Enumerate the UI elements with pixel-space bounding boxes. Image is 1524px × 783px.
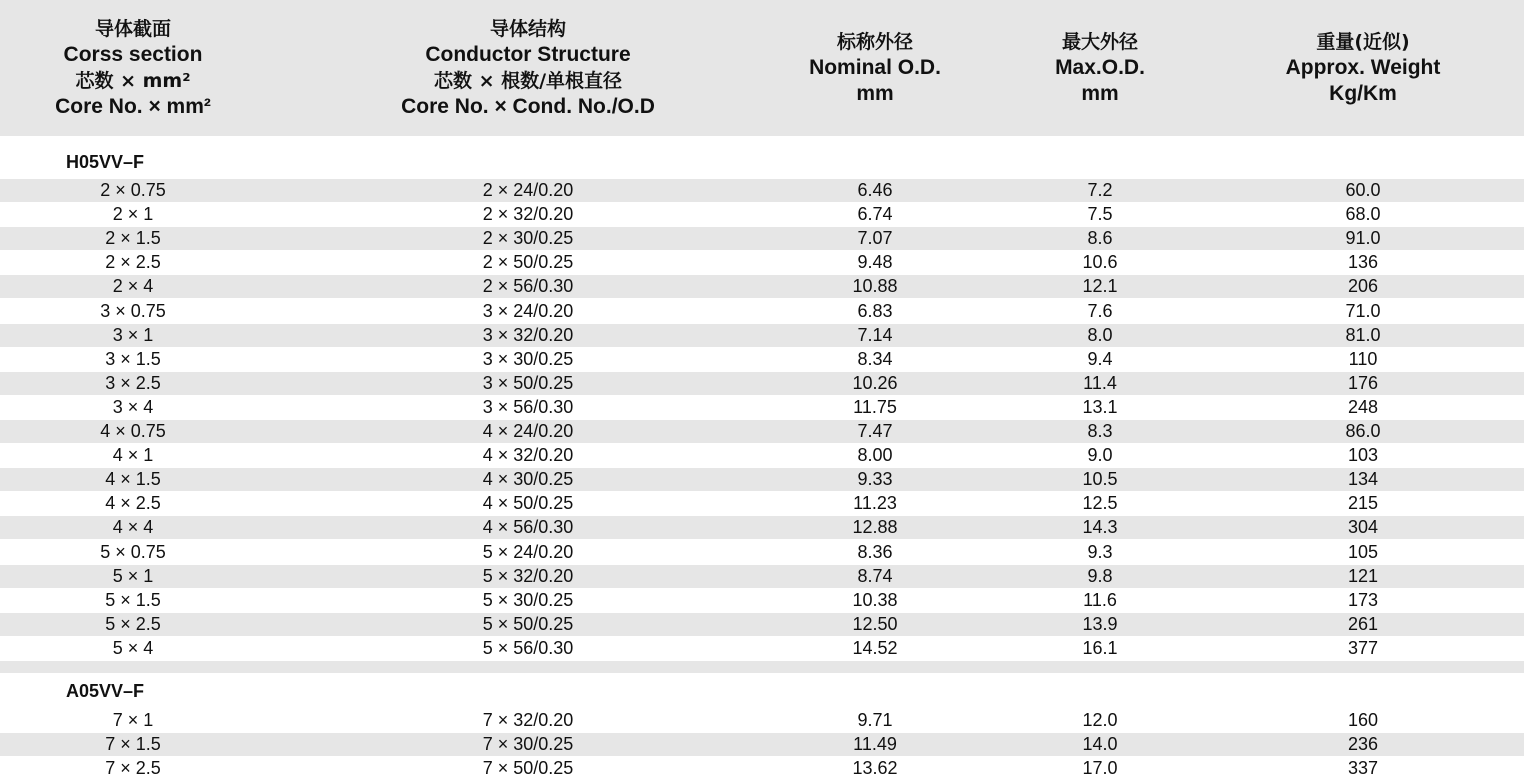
table-row xyxy=(0,757,1524,780)
table-row xyxy=(0,372,1524,395)
cell-conductor-structure: 2 × 32/0.20 xyxy=(482,204,574,225)
cell-conductor-structure: 5 × 56/0.30 xyxy=(482,637,574,658)
cell-cross-section: 5 × 1.5 xyxy=(105,589,161,610)
cell-max-od: 9.3 xyxy=(1087,541,1113,562)
cell-conductor-structure: 2 × 30/0.25 xyxy=(482,228,574,249)
cell-conductor-structure: 4 × 56/0.30 xyxy=(482,517,574,538)
table-row xyxy=(0,637,1524,660)
cell-weight: 91.0 xyxy=(1345,228,1381,249)
table-row xyxy=(0,709,1524,732)
header-nominal-od-cn: 标称外径 xyxy=(836,31,913,53)
cell-nominal-od: 10.26 xyxy=(852,372,898,393)
cell-nominal-od: 13.62 xyxy=(852,758,898,779)
section-title: H05VV–F xyxy=(66,152,145,172)
section-separator xyxy=(0,661,1524,673)
cell-max-od: 16.1 xyxy=(1082,637,1118,658)
cell-max-od: 8.6 xyxy=(1087,228,1113,249)
cell-max-od: 9.4 xyxy=(1087,348,1113,369)
header-weight-en: Approx. Weight xyxy=(1285,56,1441,79)
cell-cross-section: 4 × 2.5 xyxy=(105,493,161,514)
cell-nominal-od: 9.48 xyxy=(857,252,893,273)
cell-weight: 121 xyxy=(1347,565,1379,586)
cell-nominal-od: 10.38 xyxy=(852,589,898,610)
cell-max-od: 14.0 xyxy=(1082,734,1118,755)
table-header xyxy=(0,0,1524,136)
cell-conductor-structure: 2 × 50/0.25 xyxy=(482,252,574,273)
cell-conductor-structure: 2 × 56/0.30 xyxy=(482,276,574,297)
table-row xyxy=(0,324,1524,347)
header-conductor-structure-unit-cn: 芯数 × 根数/单根直径 xyxy=(433,70,623,92)
cell-nominal-od: 9.71 xyxy=(857,710,893,730)
cell-cross-section: 2 × 1 xyxy=(112,204,154,225)
cell-cross-section: 3 × 1.5 xyxy=(105,348,161,369)
cell-conductor-structure: 5 × 50/0.25 xyxy=(482,613,574,634)
header-max-od-unit: mm xyxy=(1081,82,1119,105)
cell-conductor-structure: 7 × 50/0.25 xyxy=(482,758,574,779)
cell-weight: 215 xyxy=(1347,493,1379,514)
table-row xyxy=(0,733,1524,756)
cell-conductor-structure: 3 × 24/0.20 xyxy=(482,300,574,321)
cell-nominal-od: 11.75 xyxy=(853,396,897,417)
cell-max-od: 13.1 xyxy=(1082,396,1118,417)
header-cross-section xyxy=(40,0,226,136)
cell-cross-section: 5 × 4 xyxy=(112,637,154,658)
cell-cross-section: 3 × 0.75 xyxy=(100,300,166,321)
cell-weight: 81.0 xyxy=(1345,324,1381,345)
table-row xyxy=(0,275,1524,298)
cell-cross-section: 4 × 4 xyxy=(112,517,154,538)
cell-conductor-structure: 3 × 56/0.30 xyxy=(482,396,574,417)
cell-conductor-structure: 3 × 30/0.25 xyxy=(482,348,574,369)
header-weight-unit: Kg/Km xyxy=(1329,82,1397,105)
cell-nominal-od: 7.47 xyxy=(857,421,893,441)
cell-conductor-structure: 5 × 30/0.25 xyxy=(482,589,574,610)
cell-conductor-structure: 5 × 24/0.20 xyxy=(482,541,574,562)
cell-conductor-structure: 7 × 30/0.25 xyxy=(482,734,574,755)
cell-cross-section: 3 × 4 xyxy=(112,396,154,417)
cell-max-od: 11.4 xyxy=(1083,372,1117,393)
table-row xyxy=(0,348,1524,371)
cell-weight: 304 xyxy=(1347,517,1379,538)
cell-nominal-od: 7.14 xyxy=(857,324,893,345)
cell-weight: 86.0 xyxy=(1345,421,1381,441)
cell-cross-section: 5 × 0.75 xyxy=(100,541,166,562)
cell-cross-section: 7 × 1 xyxy=(112,710,154,730)
table-row xyxy=(0,227,1524,250)
cell-cross-section: 3 × 2.5 xyxy=(105,372,161,393)
table-row xyxy=(0,589,1524,612)
cell-max-od: 13.9 xyxy=(1082,613,1118,634)
cell-weight: 160 xyxy=(1347,710,1379,730)
table-row xyxy=(0,300,1524,323)
cell-cross-section: 3 × 1 xyxy=(112,324,154,345)
cell-weight: 103 xyxy=(1347,445,1379,466)
table-row xyxy=(0,251,1524,274)
cell-weight: 60.0 xyxy=(1345,180,1381,200)
table-row xyxy=(0,420,1524,443)
cell-nominal-od: 8.74 xyxy=(857,565,893,586)
header-weight-cn: 重量(近似) xyxy=(1316,31,1410,53)
cell-weight: 337 xyxy=(1347,758,1379,779)
cell-cross-section: 7 × 2.5 xyxy=(105,758,161,779)
header-cross-section-en: Corss section xyxy=(63,43,203,66)
cell-conductor-structure: 2 × 24/0.20 xyxy=(482,180,574,200)
table-row xyxy=(0,468,1524,491)
cell-cross-section: 2 × 1.5 xyxy=(105,228,161,249)
cell-cross-section: 7 × 1.5 xyxy=(105,734,161,755)
cell-max-od: 8.0 xyxy=(1087,324,1113,345)
header-conductor-structure-en: Conductor Structure xyxy=(425,43,631,66)
header-cross-section-unit-cn: 芯数 × mm² xyxy=(75,70,191,92)
cell-nominal-od: 11.49 xyxy=(853,734,897,755)
header-max-od xyxy=(1010,0,1190,136)
table-row xyxy=(0,396,1524,419)
cell-nominal-od: 14.52 xyxy=(852,637,898,658)
cell-nominal-od: 8.34 xyxy=(857,348,893,369)
cell-conductor-structure: 3 × 32/0.20 xyxy=(482,324,574,345)
cell-cross-section: 2 × 0.75 xyxy=(100,180,166,200)
cell-cross-section: 5 × 2.5 xyxy=(105,613,161,634)
header-weight xyxy=(1250,0,1476,136)
cell-conductor-structure: 3 × 50/0.25 xyxy=(482,372,574,393)
cell-cross-section: 4 × 0.75 xyxy=(100,421,166,441)
cell-weight: 236 xyxy=(1347,734,1379,755)
cell-cross-section: 2 × 2.5 xyxy=(105,252,161,273)
header-nominal-od-en: Nominal O.D. xyxy=(809,56,941,79)
cell-max-od: 14.3 xyxy=(1082,517,1118,538)
cell-nominal-od: 10.88 xyxy=(852,276,898,297)
cell-nominal-od: 12.88 xyxy=(852,517,898,538)
cell-cross-section: 4 × 1.5 xyxy=(105,469,161,490)
cell-cross-section: 4 × 1 xyxy=(112,445,154,466)
cell-conductor-structure: 4 × 50/0.25 xyxy=(482,493,574,514)
cell-weight: 136 xyxy=(1347,252,1379,273)
cell-conductor-structure: 5 × 32/0.20 xyxy=(482,565,574,586)
cell-weight: 110 xyxy=(1348,348,1378,369)
cell-max-od: 9.0 xyxy=(1087,445,1113,466)
cell-nominal-od: 6.83 xyxy=(857,300,893,321)
cell-nominal-od: 6.46 xyxy=(857,180,893,200)
cell-max-od: 7.5 xyxy=(1087,204,1113,225)
table-row xyxy=(0,565,1524,588)
cell-max-od: 12.0 xyxy=(1082,710,1118,730)
table-row xyxy=(0,492,1524,515)
cell-weight: 261 xyxy=(1347,613,1379,634)
cell-max-od: 17.0 xyxy=(1082,758,1118,779)
table-row xyxy=(0,541,1524,564)
cell-max-od: 10.5 xyxy=(1082,469,1118,490)
table-row xyxy=(0,613,1524,636)
cell-max-od: 12.5 xyxy=(1082,493,1118,514)
cell-cross-section: 2 × 4 xyxy=(112,276,154,297)
cell-max-od: 9.8 xyxy=(1087,565,1113,586)
cell-max-od: 12.1 xyxy=(1082,276,1118,297)
header-conductor-structure xyxy=(370,0,686,136)
header-cross-section-unit-en: Core No. × mm² xyxy=(55,95,211,118)
cell-weight: 248 xyxy=(1347,396,1379,417)
header-max-od-cn: 最大外径 xyxy=(1061,31,1138,53)
cell-weight: 173 xyxy=(1347,589,1379,610)
table-row xyxy=(0,516,1524,539)
cell-nominal-od: 11.23 xyxy=(853,493,897,514)
cell-nominal-od: 8.36 xyxy=(857,541,893,562)
cell-weight: 377 xyxy=(1347,637,1379,658)
cell-conductor-structure: 7 × 32/0.20 xyxy=(482,710,574,730)
cell-conductor-structure: 4 × 30/0.25 xyxy=(482,469,574,490)
cell-nominal-od: 7.07 xyxy=(857,228,893,249)
cell-weight: 71.0 xyxy=(1345,300,1381,321)
table-row xyxy=(0,179,1524,202)
cell-weight: 105 xyxy=(1347,541,1379,562)
cell-weight: 206 xyxy=(1347,276,1379,297)
header-max-od-en: Max.O.D. xyxy=(1055,56,1145,79)
cell-weight: 134 xyxy=(1347,469,1379,490)
cell-max-od: 10.6 xyxy=(1082,252,1118,273)
cell-nominal-od: 12.50 xyxy=(852,613,898,634)
header-conductor-structure-unit-en: Core No. × Cond. No./O.D xyxy=(401,95,655,118)
cell-max-od: 7.2 xyxy=(1087,180,1113,200)
table-row xyxy=(0,444,1524,467)
cell-weight: 68.0 xyxy=(1345,204,1381,225)
cell-weight: 176 xyxy=(1347,372,1379,393)
cell-max-od: 8.3 xyxy=(1087,421,1113,441)
cell-max-od: 11.6 xyxy=(1083,589,1117,610)
table-row xyxy=(0,203,1524,226)
cell-conductor-structure: 4 × 24/0.20 xyxy=(482,421,574,441)
header-nominal-od-unit: mm xyxy=(856,82,894,105)
cell-cross-section: 5 × 1 xyxy=(112,565,154,586)
cell-max-od: 7.6 xyxy=(1087,300,1113,321)
header-cross-section-cn: 导体截面 xyxy=(94,18,171,40)
cell-nominal-od: 6.74 xyxy=(857,204,893,225)
cell-nominal-od: 9.33 xyxy=(857,469,893,490)
header-conductor-structure-cn: 导体结构 xyxy=(489,18,566,40)
cell-conductor-structure: 4 × 32/0.20 xyxy=(482,445,574,466)
cell-nominal-od: 8.00 xyxy=(857,445,893,466)
section-title: A05VV–F xyxy=(66,681,145,701)
header-nominal-od xyxy=(780,0,970,136)
